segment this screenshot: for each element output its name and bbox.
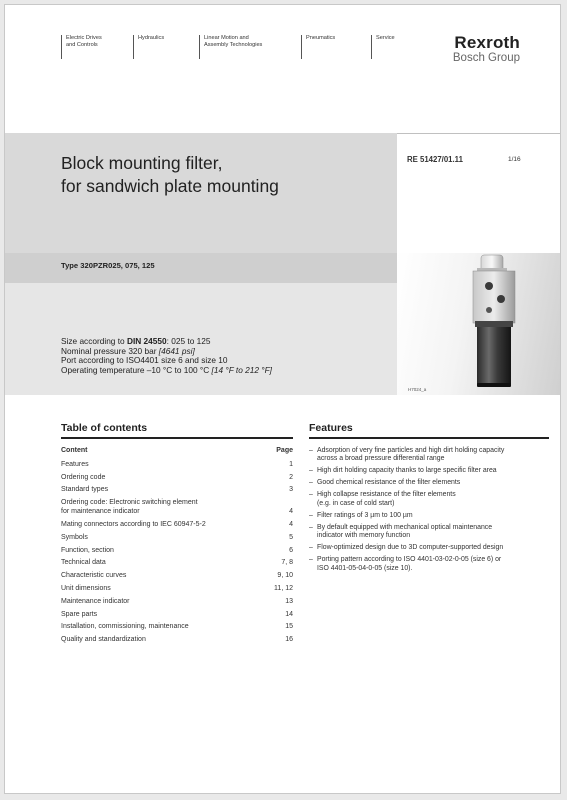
feature-item: – By default equipped with mechanical optical maintenance indicator with memory function <box>309 524 549 541</box>
nav-label-line1: Linear Motion and <box>204 35 249 41</box>
page-number: 1/16 <box>508 156 521 163</box>
photo-caption: H7024_a <box>408 387 427 392</box>
features-list <box>309 447 549 577</box>
toc-row[interactable] <box>61 485 293 494</box>
toc-row[interactable] <box>61 571 293 580</box>
table-of-contents <box>61 445 293 644</box>
nav-linear-motion[interactable] <box>199 35 262 59</box>
spec-summary <box>61 337 272 375</box>
toc-entry-label: Characteristic curves <box>61 572 127 580</box>
nav-label-line1: Electric Drives <box>66 35 102 41</box>
toc-entry-page: 1 <box>289 460 293 468</box>
toc-entry-label: Unit dimensions <box>61 584 111 592</box>
spec-temperature <box>61 366 272 376</box>
toc-entry-label: Installation, commissioning, maintenance <box>61 623 189 631</box>
toc-entry-label: Function, section <box>61 546 114 554</box>
toc-row[interactable] <box>61 533 293 542</box>
feature-item: – Filter ratings of 3 µm to 100 µm <box>309 512 549 520</box>
spec-pressure-imperial: [4641 psi] <box>158 345 195 356</box>
nav-service[interactable] <box>371 35 395 59</box>
toc-entry-page: 16 <box>285 636 293 644</box>
toc-row[interactable] <box>61 473 293 482</box>
toc-col-page: Page <box>276 447 293 454</box>
toc-row[interactable] <box>61 622 293 631</box>
toc-row[interactable] <box>61 520 293 529</box>
toc-entry-label: Spare parts <box>61 610 98 618</box>
nav-label-line1: Service <box>376 35 395 41</box>
nav-pneumatics[interactable] <box>301 35 335 59</box>
feature-item: – High collapse resistance of the filter elements (e.g. in case of cold start) <box>309 491 549 508</box>
toc-entry-page: 15 <box>285 623 293 631</box>
spec-temperature-metric: Operating temperature –10 °C to 100 °C <box>61 364 212 375</box>
spec-size-standard: DIN 24550 <box>126 336 167 346</box>
spec-pressure-metric: Nominal pressure 320 bar <box>61 345 159 356</box>
toc-row[interactable] <box>61 610 293 619</box>
feature-item: – Adsorption of very fine particles and high dirt holding capacity across a broad pressure differential range <box>309 447 549 464</box>
toc-row[interactable] <box>61 460 293 469</box>
toc-entry-label: Standard types <box>61 486 109 494</box>
spec-port: Port according to ISO4401 size 6 and size 10 <box>61 355 228 366</box>
spec-temperature-imperial: [14 °F to 212 °F] <box>211 364 272 375</box>
toc-header-row <box>61 445 293 456</box>
toc-entry-label: Ordering code <box>61 473 106 481</box>
document-number: RE 51427/01.11 <box>407 155 463 164</box>
title-line-2: for sandwich plate mounting <box>61 176 279 196</box>
nav-label-line2: and Controls <box>66 42 98 48</box>
feature-item: – High dirt holding capacity thanks to large specific filter area <box>309 467 549 475</box>
toc-entry-page: 4 <box>289 508 293 516</box>
filter-illustration <box>397 253 561 395</box>
toc-row[interactable] <box>61 597 293 606</box>
page-title <box>61 152 279 198</box>
nav-label-line1: Hydraulics <box>138 35 165 41</box>
logo-name: Rexroth <box>454 33 520 52</box>
toc-row[interactable] <box>61 558 293 567</box>
features-heading: Features <box>309 422 353 434</box>
toc-row[interactable] <box>61 584 293 593</box>
toc-entry-page: 5 <box>289 533 293 541</box>
nav-label-line1: Pneumatics <box>306 35 336 41</box>
toc-entry-label: Ordering code: Electronic switching element for maintenance indicator <box>61 499 198 516</box>
features-heading-rule <box>309 437 549 439</box>
toc-rows <box>61 460 293 644</box>
toc-row[interactable] <box>61 635 293 644</box>
toc-row[interactable] <box>61 546 293 555</box>
toc-col-content: Content <box>61 447 88 454</box>
rexroth-logo <box>453 34 520 65</box>
feature-item: – Porting pattern according to ISO 4401-03-02-0-05 (size 6) or ISO 4401-05-04-0-05 (size 10). <box>309 556 549 573</box>
toc-entry-label: Symbols <box>61 533 88 541</box>
toc-row[interactable] <box>61 498 293 516</box>
nav-electric-drives[interactable] <box>61 35 102 59</box>
nav-label-line2: Assembly Technologies <box>204 42 263 48</box>
logo-group: Bosch Group <box>452 52 520 64</box>
toc-entry-label: Features <box>61 460 89 468</box>
nav-hydraulics[interactable] <box>133 35 164 59</box>
toc-entry-label: Technical data <box>61 559 106 567</box>
title-line-1: Block mounting filter, <box>61 153 223 173</box>
toc-entry-page: 2 <box>289 473 293 481</box>
toc-entry-label: Maintenance indicator <box>61 597 130 605</box>
toc-heading-rule <box>61 437 293 439</box>
toc-entry-page: 3 <box>289 486 293 494</box>
toc-entry-page: 14 <box>285 610 293 618</box>
feature-item: – Good chemical resistance of the filter elements <box>309 479 549 487</box>
toc-entry-page: 4 <box>289 520 293 528</box>
toc-heading: Table of contents <box>61 422 148 434</box>
feature-item: – Flow-optimized design due to 3D computer-supported design <box>309 544 549 552</box>
toc-entry-page: 11, 12 <box>274 584 293 592</box>
spec-size-range: : 025 to 125 <box>166 336 211 346</box>
product-photo <box>397 253 561 395</box>
toc-entry-page: 7, 8 <box>281 559 293 567</box>
toc-entry-page: 6 <box>289 546 293 554</box>
spec-size-prefix: Size according to <box>61 336 127 346</box>
toc-entry-page: 9, 10 <box>277 572 293 580</box>
toc-entry-label: Mating connectors according to IEC 60947-5-2 <box>61 520 206 528</box>
toc-entry-page: 13 <box>285 597 293 605</box>
toc-entry-label: Quality and standardization <box>61 636 146 644</box>
product-type: Type 320PZR025, 075, 125 <box>61 261 155 270</box>
datasheet-page <box>4 4 561 794</box>
